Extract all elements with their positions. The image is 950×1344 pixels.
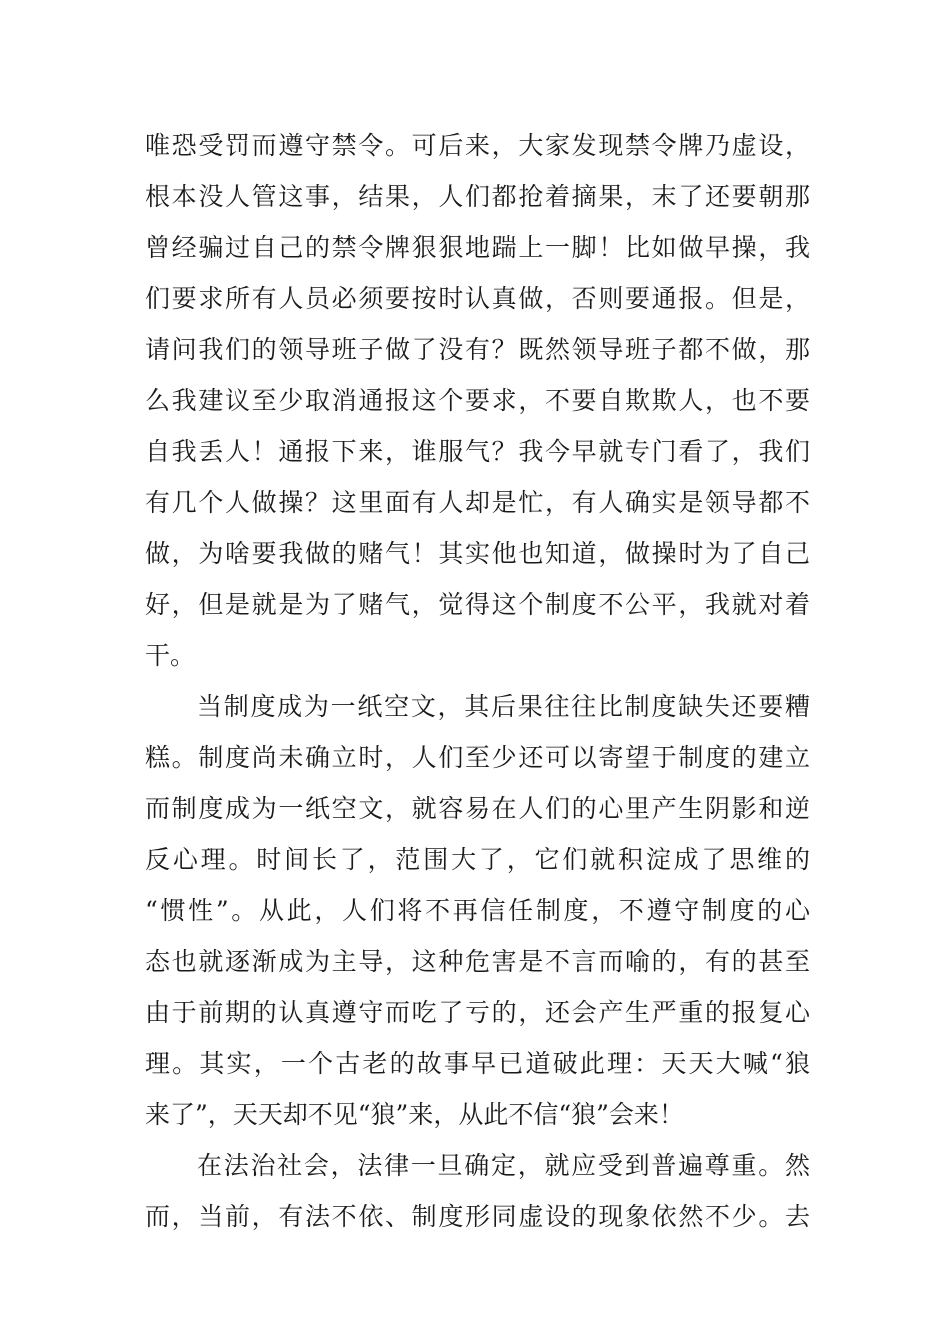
text-line: 糕。制度尚未确立时，人们至少还可以寄望于制度的建立: [145, 743, 810, 772]
document-body-text: [145, 120, 810, 1242]
text-line: “惯性”。从此，人们将不再信任制度，不遵守制度的心: [145, 896, 810, 925]
text-line: 唯恐受罚而遵守禁令。可后来，大家发现禁令牌乃虚设，: [145, 131, 810, 160]
text-line: 反心理。时间长了，范围大了，它们就积淀成了思维的: [145, 845, 810, 874]
text-line: 而，当前，有法不依、制度形同虚设的现象依然不少。去: [145, 1202, 810, 1231]
text-line: 请问我们的领导班子做了没有？既然领导班子都不做，那: [145, 335, 810, 364]
text-line: 态也就逐渐成为主导，这种危害是不言而喻的，有的甚至: [145, 947, 810, 976]
text-line: 根本没人管这事，结果，人们都抢着摘果，末了还要朝那: [145, 182, 810, 211]
paragraph-first-line: 当制度成为一纸空文，其后果往往比制度缺失还要糟: [197, 692, 810, 721]
text-line: 好，但是就是为了赌气，觉得这个制度不公平，我就对着: [145, 590, 810, 619]
text-line: 而制度成为一纸空文，就容易在人们的心里产生阴影和逆: [145, 794, 810, 823]
text-line: 么我建议至少取消通报这个要求，不要自欺欺人，也不要: [145, 386, 810, 415]
text-line: 干。: [145, 641, 196, 670]
text-line: 们要求所有人员必须要按时认真做，否则要通报。但是，: [145, 284, 810, 313]
text-line: 来了”，天天却不见“狼”来，从此不信“狼”会来！: [145, 1100, 684, 1129]
text-line: 做，为啥要我做的赌气！其实他也知道，做操时为了自己: [145, 539, 810, 568]
text-line: 有几个人做操？这里面有人却是忙，有人确实是领导都不: [145, 488, 810, 517]
text-line: 曾经骗过自己的禁令牌狠狠地踹上一脚！比如做早操，我: [145, 233, 810, 262]
text-line: 理。其实，一个古老的故事早已道破此理：天天大喊“狼: [145, 1049, 810, 1078]
text-line: 由于前期的认真遵守而吃了亏的，还会产生严重的报复心: [145, 998, 810, 1027]
text-line: 自我丢人！通报下来，谁服气？我今早就专门看了，我们: [145, 437, 810, 466]
paragraph-first-line: 在法治社会，法律一旦确定，就应受到普遍尊重。然: [197, 1151, 810, 1180]
